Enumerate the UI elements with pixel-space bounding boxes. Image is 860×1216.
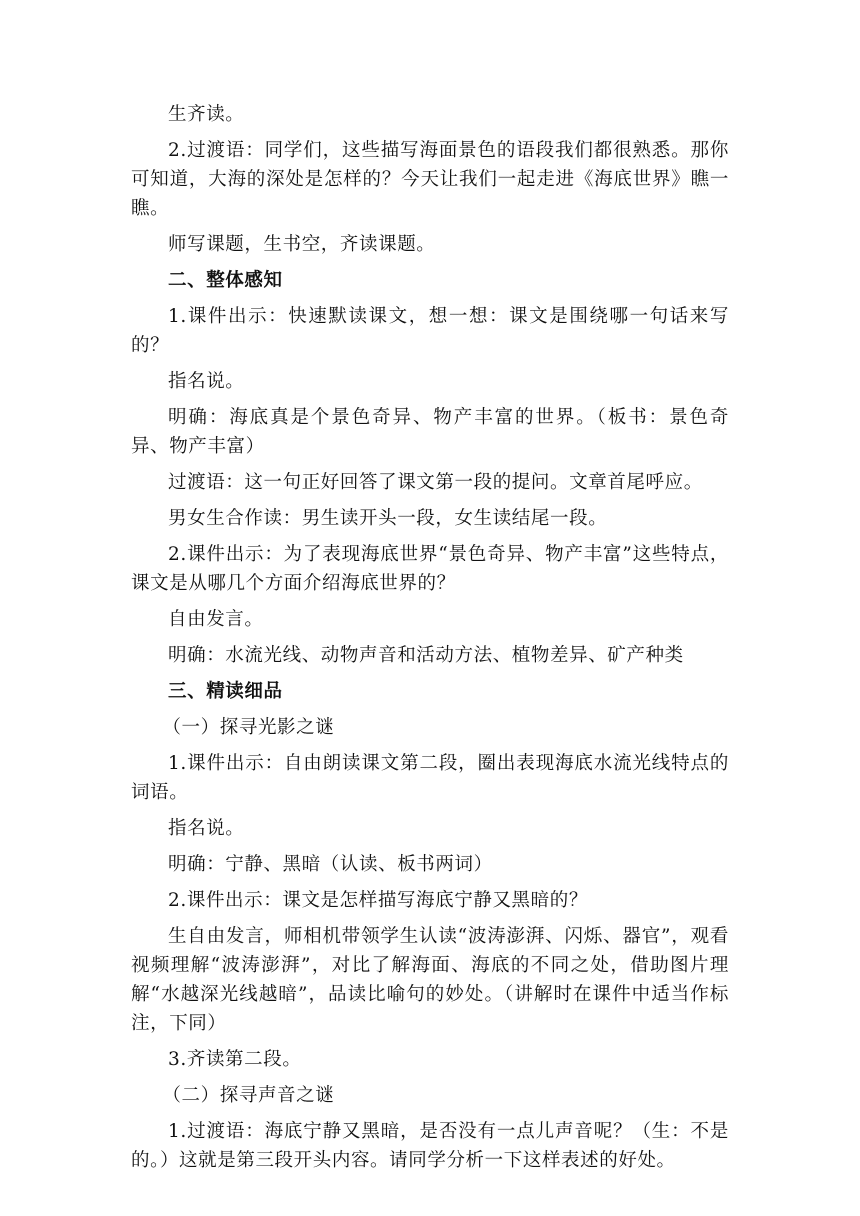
paragraph: 指名说。 — [168, 371, 245, 392]
paragraph: 1.过渡语：海底宁静又黑暗，是否没有一点儿声音呢？（生：不是的。）这就是第三段开头内容。请同学分析一下这样表述的好处。 — [131, 1121, 729, 1171]
paragraph: 生齐读。 — [168, 104, 245, 125]
paragraph: 自由发言。 — [168, 609, 264, 630]
paragraph: 2.课件出示：为了表现海底世界“景色奇异、物产丰富”这些特点，课文是从哪几个方面介绍海底世界的？ — [131, 544, 729, 594]
paragraph: 师写课题，生书空，齐读课题。 — [168, 234, 436, 255]
paragraph: 生自由发言，师相机带领学生认读“波涛澎湃、闪烁、器官”，观看视频理解“波涛澎湃”，对比了解海面、海底的不同之处，借助图片理解“水越深光线越暗”，品读比喻句的妙处。（讲解时在课件中适当作标注，下同） — [131, 926, 729, 1034]
paragraph: 2.过渡语：同学们，这些描写海面景色的语段我们都很熟悉。那你可知道，大海的深处是怎样的？今天让我们一起走进《海底世界》瞧一瞧。 — [131, 140, 729, 219]
paragraph: 明确：水流光线、动物声音和活动方法、植物差异、矿产种类 — [168, 645, 684, 666]
section-heading: 二、整体感知 — [168, 270, 283, 291]
subsection-heading: （一）探寻光影之谜 — [162, 717, 335, 738]
subsection-heading: （二）探寻声音之谜 — [162, 1085, 335, 1106]
paragraph: 明确：海底真是个景色奇异、物产丰富的世界。（板书：景色奇异、物产丰富） — [131, 407, 729, 457]
paragraph: 1.课件出示：快速默读课文，想一想：课文是围绕哪一句话来写的？ — [131, 306, 729, 356]
paragraph: 过渡语：这一句正好回答了课文第一段的提问。文章首尾呼应。 — [168, 472, 703, 493]
paragraph: 2.课件出示：课文是怎样描写海底宁静又黑暗的？ — [168, 890, 588, 911]
paragraph: 3.齐读第二段。 — [168, 1049, 302, 1070]
paragraph: 1.课件出示：自由朗读课文第二段，圈出表现海底水流光线特点的词语。 — [131, 753, 729, 803]
paragraph: 男女生合作读：男生读开头一段，女生读结尾一段。 — [168, 508, 608, 529]
section-heading: 三、精读细品 — [168, 681, 283, 702]
paragraph: 明确：宁静、黑暗（认读、板书两词） — [168, 854, 493, 875]
document-body — [131, 100, 729, 1182]
paragraph: 指名说。 — [168, 818, 245, 839]
